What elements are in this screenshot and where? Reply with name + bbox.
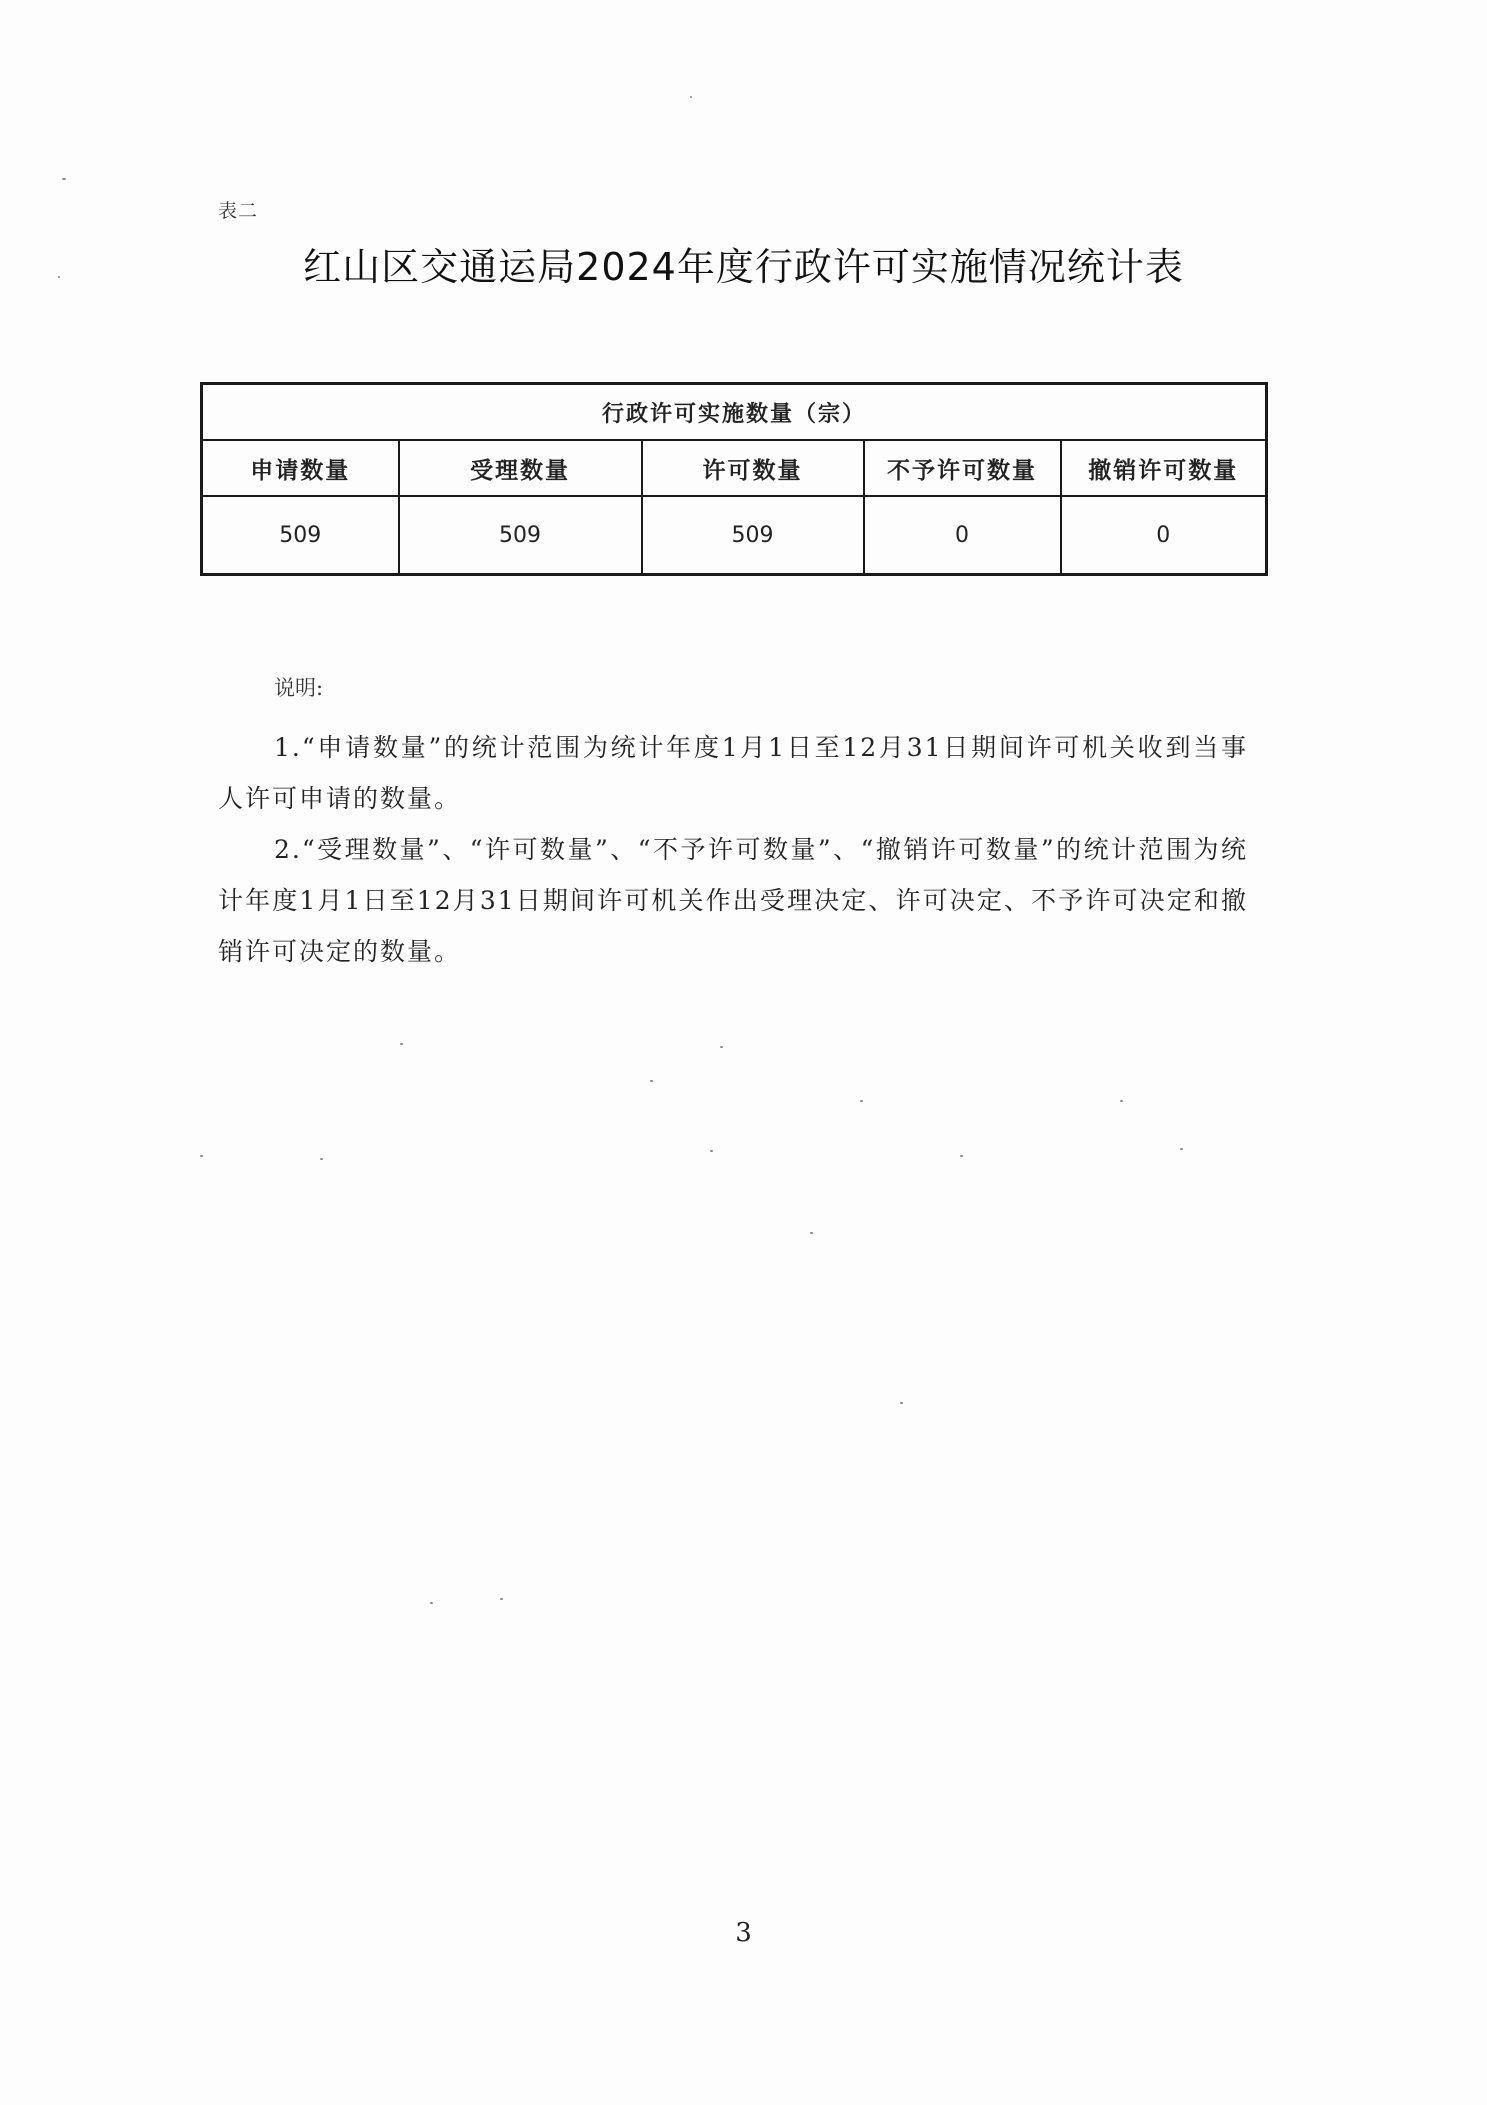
scan-noise xyxy=(900,1402,903,1404)
column-header-accepted: 受理数量 xyxy=(399,440,642,496)
scan-noise xyxy=(650,1080,653,1082)
scan-noise xyxy=(960,1155,963,1157)
table-group-header: 行政许可实施数量（宗） xyxy=(202,384,1267,441)
scan-noise xyxy=(62,178,66,180)
value-permitted: 509 xyxy=(642,496,864,575)
table-row xyxy=(202,496,1267,575)
column-header-revoked: 撤销许可数量 xyxy=(1061,440,1267,496)
scan-noise xyxy=(500,1598,503,1600)
document-title: 红山区交通运局2024年度行政许可实施情况统计表 xyxy=(303,245,1184,289)
column-header-applications: 申请数量 xyxy=(202,440,399,496)
column-header-permitted: 许可数量 xyxy=(642,440,864,496)
scan-noise xyxy=(710,1150,713,1152)
table-label: 表二 xyxy=(218,200,259,222)
scan-noise xyxy=(690,96,692,98)
column-header-denied: 不予许可数量 xyxy=(864,440,1061,496)
scan-noise xyxy=(320,1158,323,1160)
value-accepted: 509 xyxy=(399,496,642,575)
scan-noise xyxy=(58,276,60,278)
notes-heading: 说明: xyxy=(274,676,324,700)
scan-noise xyxy=(400,1043,403,1045)
value-applications: 509 xyxy=(202,496,399,575)
scan-noise xyxy=(810,1232,813,1234)
value-revoked: 0 xyxy=(1061,496,1267,575)
notes-section xyxy=(218,672,1248,977)
scan-noise xyxy=(1120,1100,1123,1102)
statistics-table xyxy=(200,382,1268,576)
table-header-row xyxy=(202,440,1267,496)
scan-noise xyxy=(860,1100,863,1102)
scan-noise xyxy=(200,1155,203,1157)
scan-noise xyxy=(430,1602,433,1604)
value-denied: 0 xyxy=(864,496,1061,575)
scan-noise xyxy=(1180,1148,1183,1150)
scan-noise xyxy=(720,1046,723,1048)
page-number: 3 xyxy=(735,1918,752,1948)
note-item-1: 1.“申请数量”的统计范围为统计年度1月1日至12月31日期间许可机关收到当事人许可申请的数量。 xyxy=(218,733,1248,813)
note-item-2: 2.“受理数量”、“许可数量”、“不予许可数量”、“撤销许可数量”的统计范围为统计年度1月1日至12月31日期间许可机关作出受理决定、许可决定、不予许可决定和撤销许可决定的数量。 xyxy=(218,835,1248,966)
table-group-header-row xyxy=(202,384,1267,441)
